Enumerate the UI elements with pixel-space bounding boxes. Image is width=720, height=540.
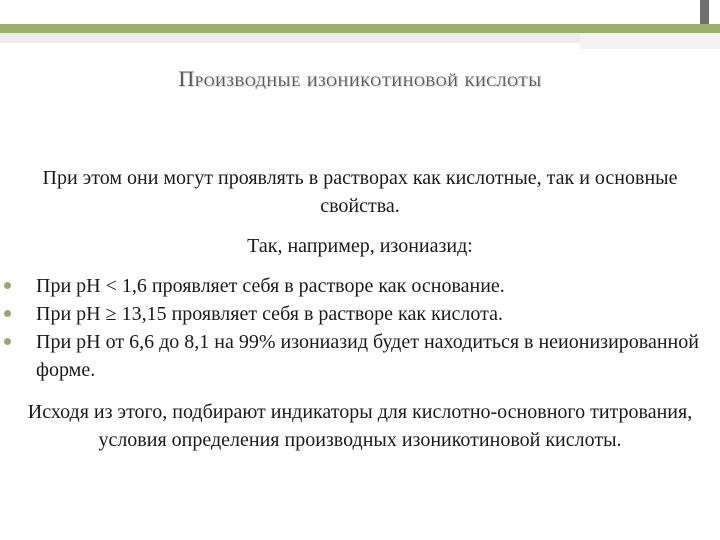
paragraph-properties: При этом они могут проявлять в растворах как кислотные, так и основные свойства. bbox=[42, 167, 678, 217]
top-accent-bar bbox=[0, 24, 700, 33]
bullet-dot-icon bbox=[4, 310, 11, 317]
bullet-dot-icon bbox=[4, 338, 11, 345]
bullet-text: При рН < 1,6 проявляет себя в растворе как основание. bbox=[36, 275, 505, 297]
bullet-list bbox=[0, 272, 700, 384]
corner-accent-bar bbox=[700, 24, 720, 33]
paragraph-example-intro: Так, например, изониазид: bbox=[247, 235, 473, 257]
slide-title: Производные изоникотиновой кислоты bbox=[178, 66, 542, 91]
bullet-item bbox=[0, 328, 700, 384]
paragraph-conclusion: Исходя из этого, подбирают индикаторы для кислотно-основного титрования, условия определения производных изоникотиновой кислоты. bbox=[27, 401, 693, 451]
bullet-text: При рН ≥ 13,15 проявляет себя в растворе как кислота. bbox=[36, 303, 503, 325]
bullet-item bbox=[0, 300, 700, 328]
bullet-dot-icon bbox=[4, 282, 11, 289]
bullet-item bbox=[0, 272, 700, 300]
corner-light-bar bbox=[580, 33, 720, 49]
bullet-text: При рН от 6,6 до 8,1 на 99% изониазид будет находиться в неионизированной форме. bbox=[36, 331, 699, 381]
